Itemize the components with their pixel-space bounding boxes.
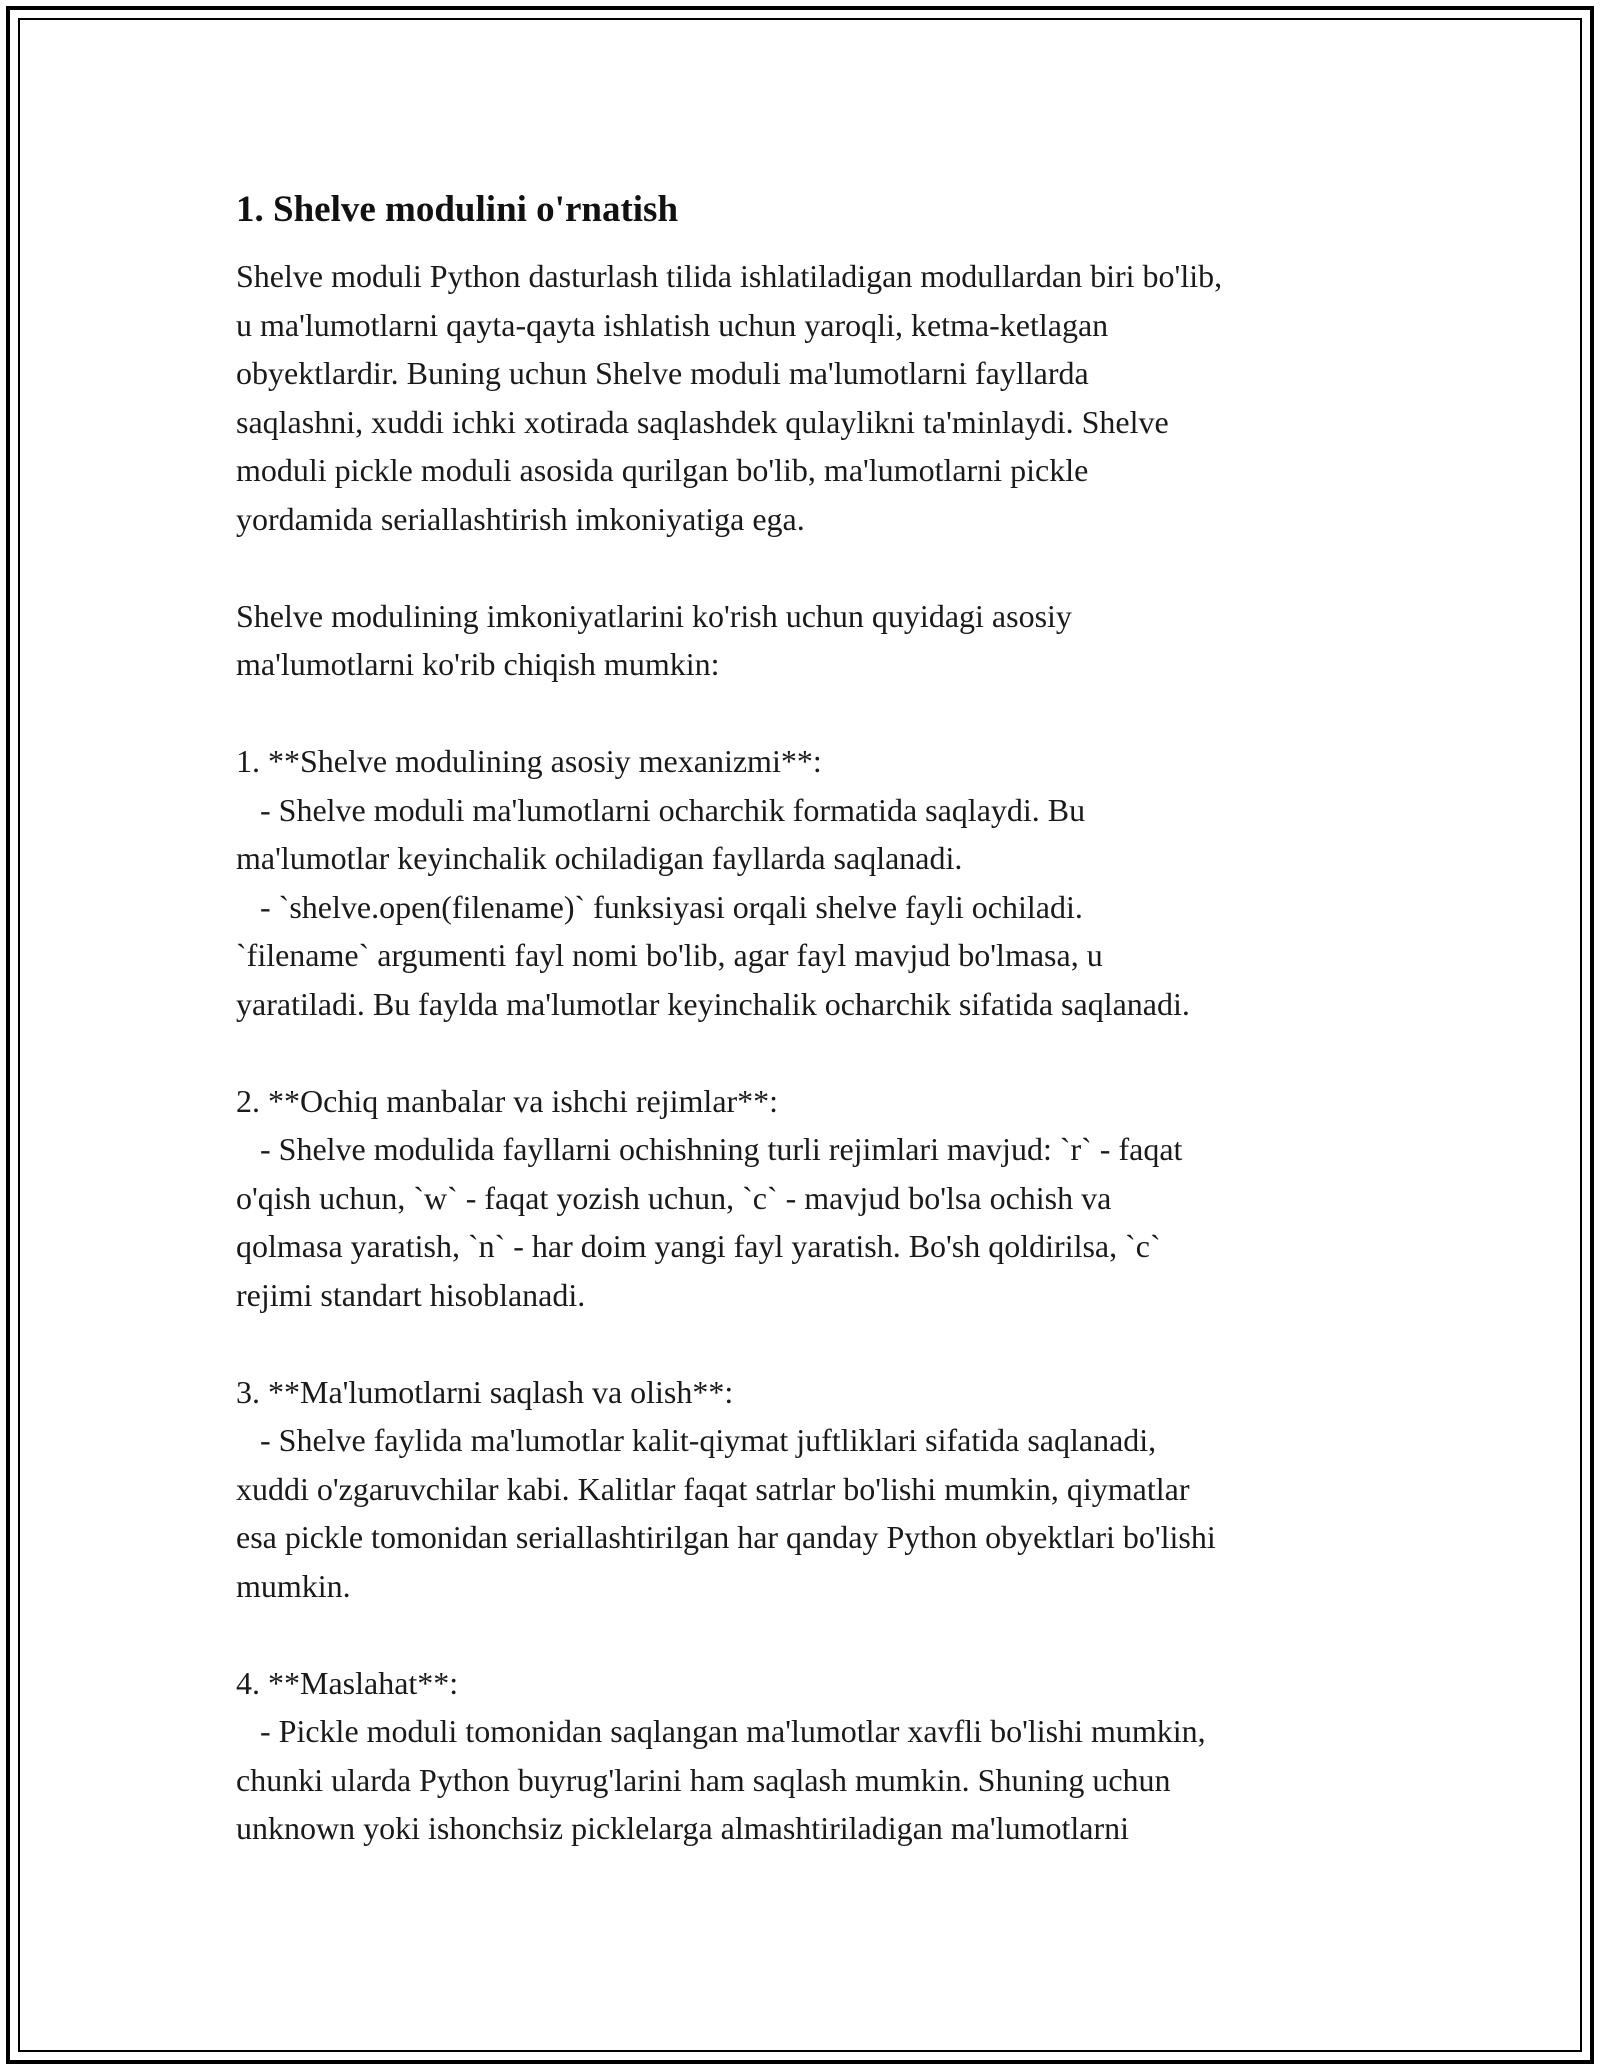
text-line: - Shelve faylida ma'lumotlar kalit-qiymat juftliklari sifatida saqlanadi, <box>236 1422 1157 1458</box>
text-block <box>236 252 1396 1853</box>
text-line: 1. **Shelve modulining asosiy mexanizmi**: <box>236 743 822 779</box>
text-line: unknown yoki ishonchsiz picklelarga almashtiriladigan ma'lumotlarni <box>236 1810 1129 1846</box>
text-line: Shelve modulining imkoniyatlarini ko'rish uchun quyidagi asosiy <box>236 597 1072 634</box>
text-line: - `shelve.open(filename)` funksiyasi orqali shelve fayli ochiladi. <box>236 888 1083 925</box>
text-line: 4. **Maslahat**: <box>236 1664 459 1701</box>
text-line: ma'lumotlarni ko'rib chiqish mumkin: <box>236 646 720 682</box>
text-line: 3. **Ma'lumotlarni saqlash va olish**: <box>236 1373 734 1410</box>
blank-line <box>236 543 1396 592</box>
text-line: qolmasa yaratish, `n` - har doim yangi fayl yaratish. Bo'sh qoldirilsa, `c` <box>236 1228 1161 1264</box>
text-line: - Shelve moduli ma'lumotlarni ocharchik formatida saqlaydi. Bu <box>236 791 1086 828</box>
text-line: chunki ularda Python buyrug'larini ham saqlash mumkin. Shuning uchun <box>236 1761 1171 1798</box>
text-line: Shelve moduli Python dasturlash tilida ishlatiladigan modullardan biri bo'lib, <box>236 258 1223 294</box>
section-heading: 1. Shelve modulini o'rnatish <box>236 189 679 230</box>
blank-line <box>236 1610 1396 1659</box>
blank-line <box>236 689 1396 738</box>
text-line: yaratiladi. Bu faylda ma'lumotlar keyinchalik ocharchik sifatida saqlanadi. <box>236 985 1190 1022</box>
text-line: saqlashni, xuddi ichki xotirada saqlashdek qulaylikni ta'minlaydi. Shelve <box>236 403 1169 440</box>
text-line: o'qish uchun, `w` - faqat yozish uchun, `c` - mavjud bo'lsa ochish va <box>236 1179 1112 1216</box>
text-line: - Pickle moduli tomonidan saqlangan ma'lumotlar xavfli bo'lishi mumkin, <box>236 1713 1206 1749</box>
text-line: ma'lumotlar keyinchalik ochiladigan fayllarda saqlanadi. <box>236 840 963 876</box>
blank-line <box>236 1319 1396 1368</box>
text-line: mumkin. <box>236 1567 351 1604</box>
text-line: obyektlardir. Buning uchun Shelve moduli ma'lumotlarni fayllarda <box>236 355 1089 391</box>
text-line: rejimi standart hisoblanadi. <box>236 1276 586 1313</box>
text-line: 2. **Ochiq manbalar va ishchi rejimlar**: <box>236 1082 779 1119</box>
text-line: u ma'lumotlarni qayta-qayta ishlatish uchun yaroqli, ketma-ketlagan <box>236 306 1109 343</box>
text-line: moduli pickle moduli asosida qurilgan bo'lib, ma'lumotlarni pickle <box>236 452 1089 488</box>
document-body <box>236 186 1396 1853</box>
text-line: yordamida seriallashtirish imkoniyatiga ega. <box>236 500 805 537</box>
text-line: xuddi o'zgaruvchilar kabi. Kalitlar faqat satrlar bo'lishi mumkin, qiymatlar <box>236 1470 1190 1507</box>
text-line: esa pickle tomonidan seriallashtirilgan har qanday Python obyektlari bo'lishi <box>236 1519 1216 1555</box>
text-line: `filename` argumenti fayl nomi bo'lib, agar fayl mavjud bo'lmasa, u <box>236 937 1103 973</box>
text-line: - Shelve modulida fayllarni ochishning turli rejimlari mavjud: `r` - faqat <box>236 1131 1183 1167</box>
blank-line <box>236 1028 1396 1077</box>
